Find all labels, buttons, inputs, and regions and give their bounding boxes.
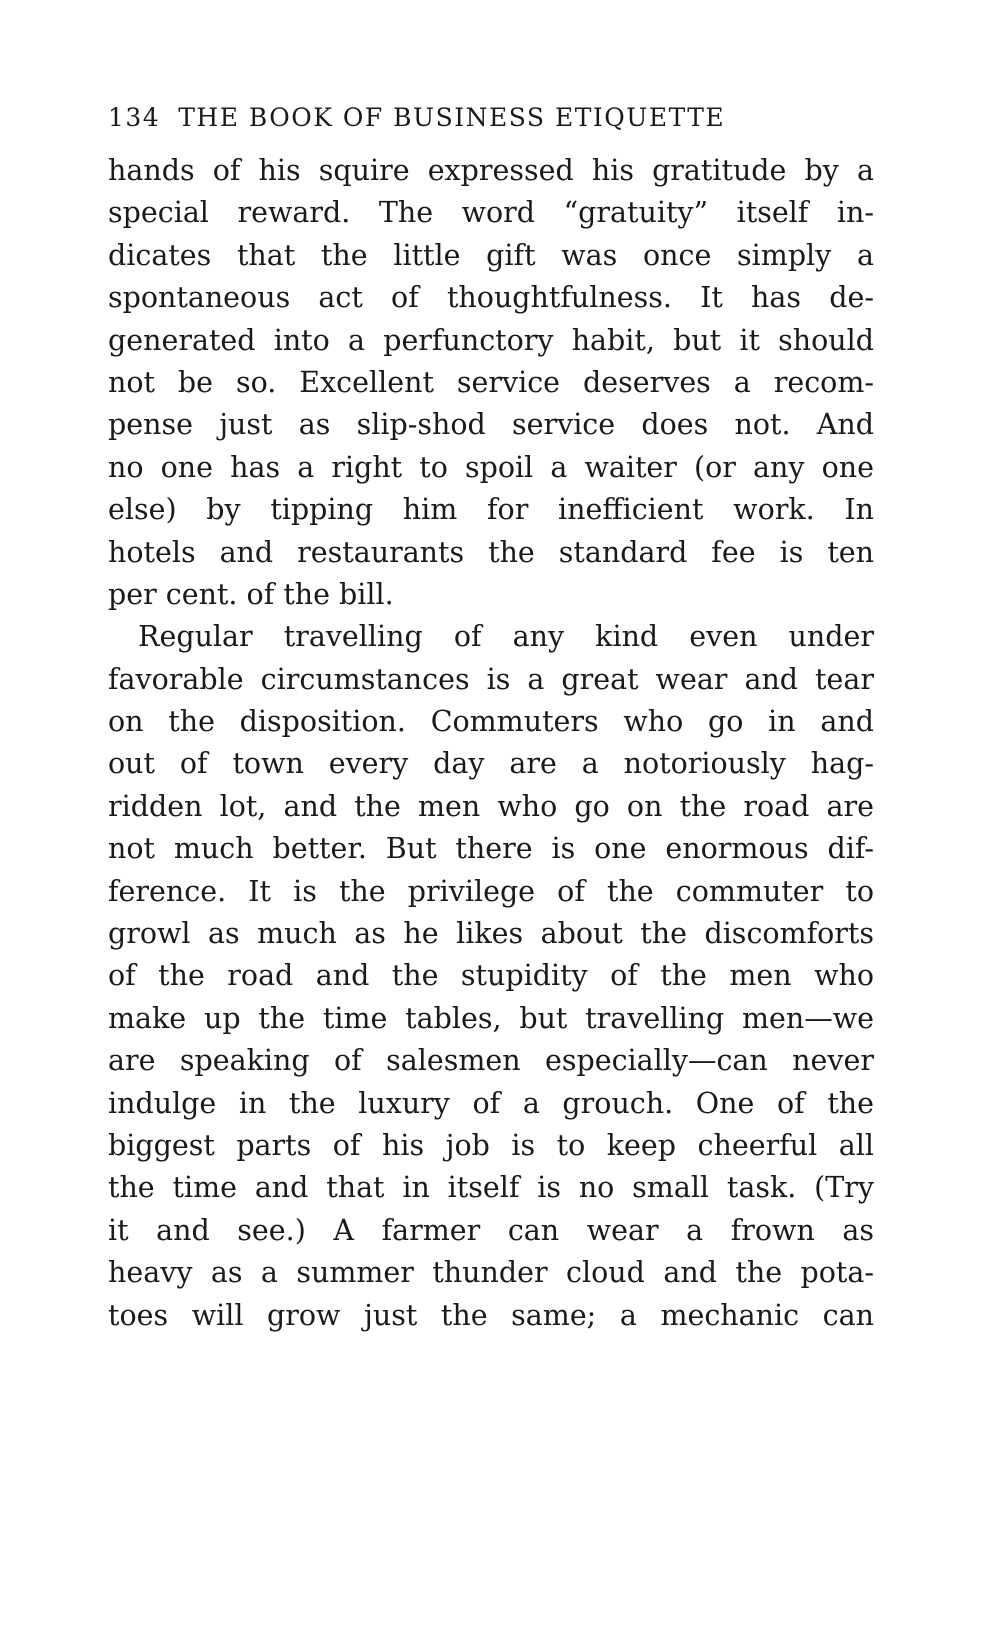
body-text (108, 150, 874, 1337)
text-line: spontaneous act of thoughtfulness. It has de- (108, 281, 874, 315)
text-line: hands of his squire expressed his gratitude by a (108, 154, 874, 187)
text-line: the time and that in itself is no small task. (Try (108, 1171, 874, 1205)
text-line: on the disposition. Commuters who go in and (108, 705, 874, 739)
text-line: heavy as a summer thunder cloud and the pota- (108, 1256, 874, 1290)
text-line: out of town every day are a notoriously hag- (108, 747, 874, 781)
text-line: not be so. Excellent service deserves a recom- (108, 365, 874, 399)
text-line: toes will grow just the same; a mechanic can (108, 1298, 874, 1332)
text-line: are speaking of salesmen especially—can never (108, 1044, 874, 1078)
text-line: it and see.) A farmer can wear a frown as (108, 1213, 874, 1247)
text-line: Regular travelling of any kind even under (138, 620, 874, 654)
text-line: ference. It is the privilege of the commuter to (108, 874, 874, 908)
paragraph-travelling (108, 616, 874, 1337)
text-line: else) by tipping him for inefficient work. In (108, 493, 874, 527)
text-line: hotels and restaurants the standard fee is ten (108, 535, 874, 569)
text-line: dicates that the little gift was once simply a (108, 238, 874, 272)
text-line: per cent. of the bill. (108, 577, 394, 611)
text-line: favorable circumstances is a great wear and tear (108, 662, 874, 696)
text-line: no one has a right to spoil a waiter (or any one (108, 450, 874, 484)
text-line: generated into a perfunctory habit, but it should (108, 323, 874, 357)
text-line: special reward. The word “gratuity” itself in- (108, 196, 874, 230)
text-line: ridden lot, and the men who go on the road are (108, 789, 874, 823)
text-line: not much better. But there is one enormous dif- (108, 832, 874, 866)
text-line: pense just as slip-shod service does not. And (108, 408, 874, 442)
running-head-title: THE BOOK OF BUSINESS ETIQUETTE (178, 103, 726, 132)
text-line: indulge in the luxury of a grouch. One of the (108, 1086, 874, 1120)
text-line: growl as much as he likes about the discomforts (108, 917, 874, 951)
text-line: biggest parts of his job is to keep cheerful all (108, 1128, 874, 1162)
paragraph-tipping (108, 150, 874, 616)
text-line: of the road and the stupidity of the men who (108, 959, 874, 993)
running-head (108, 98, 898, 138)
text-line: make up the time tables, but travelling men—we (108, 1001, 874, 1035)
page-number: 134 (108, 103, 161, 132)
